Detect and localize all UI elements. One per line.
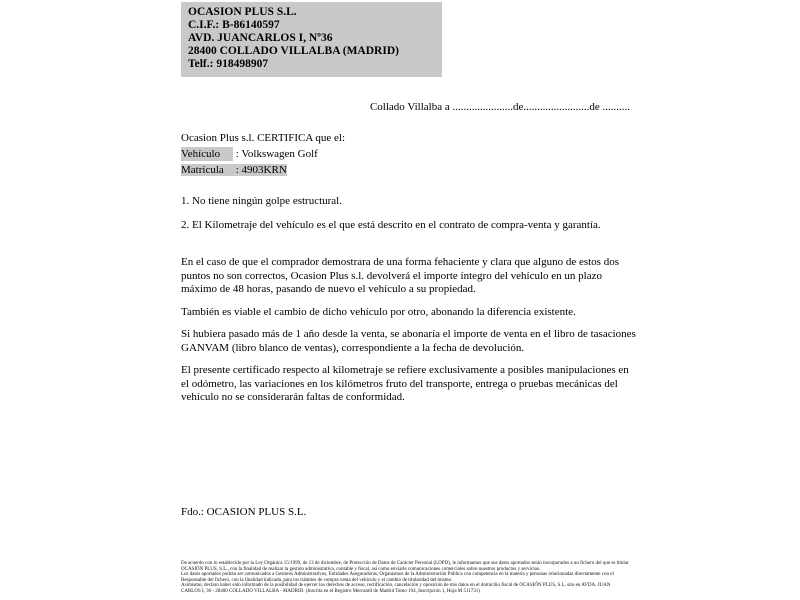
refund-paragraph: En el caso de que el comprador demostrara de una forma fehaciente y clara que alguno de estos dos puntos no son correctos, Ocasion Plus s.l. devolverá el importe íntegro del vehículo en un plazo máximo de 48 horas, pasando de nuevo el vehículo a su propiedad.	[181, 256, 619, 295]
vehicle-label: Vehículo	[181, 147, 233, 161]
vehicle-row	[181, 147, 636, 161]
company-address: AVD. JUANCARLOS I, Nº36	[188, 32, 333, 44]
legal-line: Responsable del fichero, con la finalidad indicada, para los trámites de compra venta del vehículo y el cambio de titularidad del mismo.	[181, 577, 453, 583]
legal-line: Asimismo, declaro haber sido informado de la posibilidad de ejercer los derechos de acceso, rectificación, cancelación y oposición de mis datos en el domicilio fiscal de OCASIÓN PLUS, S.L. sito en AVDA. JUAN	[181, 583, 611, 589]
legal-line: CARLOS I, 36 - 28400 COLLADO VILLALBA - MADRID. (Inscrita en el Registro Mercantil de Madrid Tomo 194, Inscripción 1, Hoja M 511731)	[181, 588, 480, 594]
company-header-block	[181, 2, 442, 77]
clause-mileage: 2. El Kilometraje del vehículo es el que está descrito en el contrato de compra-venta y garantía.	[181, 219, 601, 231]
document-content	[181, 2, 636, 519]
signature-line: Fdo.: OCASION PLUS S.L.	[181, 505, 307, 518]
exchange-paragraph: También es viable el cambio de dicho vehículo por otro, abonando la diferencia existente.	[181, 305, 576, 318]
vehicle-value: : Volkswagen Golf	[235, 148, 318, 160]
company-phone: Telf.: 918498907	[188, 58, 269, 70]
plate-label: Matrícula	[181, 164, 224, 176]
plate-value: : 4903KRN	[235, 164, 287, 176]
company-city: 28400 COLLADO VILLALBA (MADRID)	[188, 45, 399, 57]
odometer-paragraph: El presente certificado respecto al kilometraje se refiere exclusivamente a posibles manipulaciones en el odómetro, las variaciones en los kilómetros fruto del transporte, entrega o pruebas mecánicas del vehículo no se considerarán faltas de conformidad.	[181, 364, 629, 403]
certify-line: Ocasion Plus s.l. CERTIFICA que el:	[181, 132, 346, 144]
ganvam-paragraph: Si hubiera pasado más de 1 año desde la venta, se abonaría el importe de venta en el libro de tasaciones GANVAM (libro blanco de ventas), correspondiente a la fecha de devolución.	[181, 328, 636, 354]
company-cif: C.I.F.: B-86140597	[188, 19, 280, 31]
plate-highlight	[181, 164, 287, 176]
legal-line: De acuerdo con lo establecido por la Ley Orgánica 15/1999, de 13 de diciembre, de Protección de Datos de Carácter Personal (LOPD), le informamos que sus datos aportados serán incorporados a un fichero del que es titular	[181, 561, 629, 566]
date-place-line: Collado Villalba a ......................de........................de ..........	[369, 101, 630, 113]
legal-footer	[181, 561, 637, 595]
clause-structural: 1. No tiene ningún golpe estructural.	[181, 195, 342, 207]
company-name: OCASION PLUS S.L.	[188, 6, 297, 18]
legal-line: Los datos aportados podrán ser comunicados a Gestores Administrativos, Entidades Aseguradoras, Organismos de la Administración Pública con competencia en la materia y personas relacionadas directamente con el	[181, 572, 614, 578]
legal-line: OCASIÓN PLUS, S.L., con la finalidad de realizar la gestión administrativa, contable y fiscal, así como enviarle comunicaciones comerciales sobre nuestros productos y servicios.	[181, 566, 541, 572]
plate-row	[181, 163, 636, 177]
